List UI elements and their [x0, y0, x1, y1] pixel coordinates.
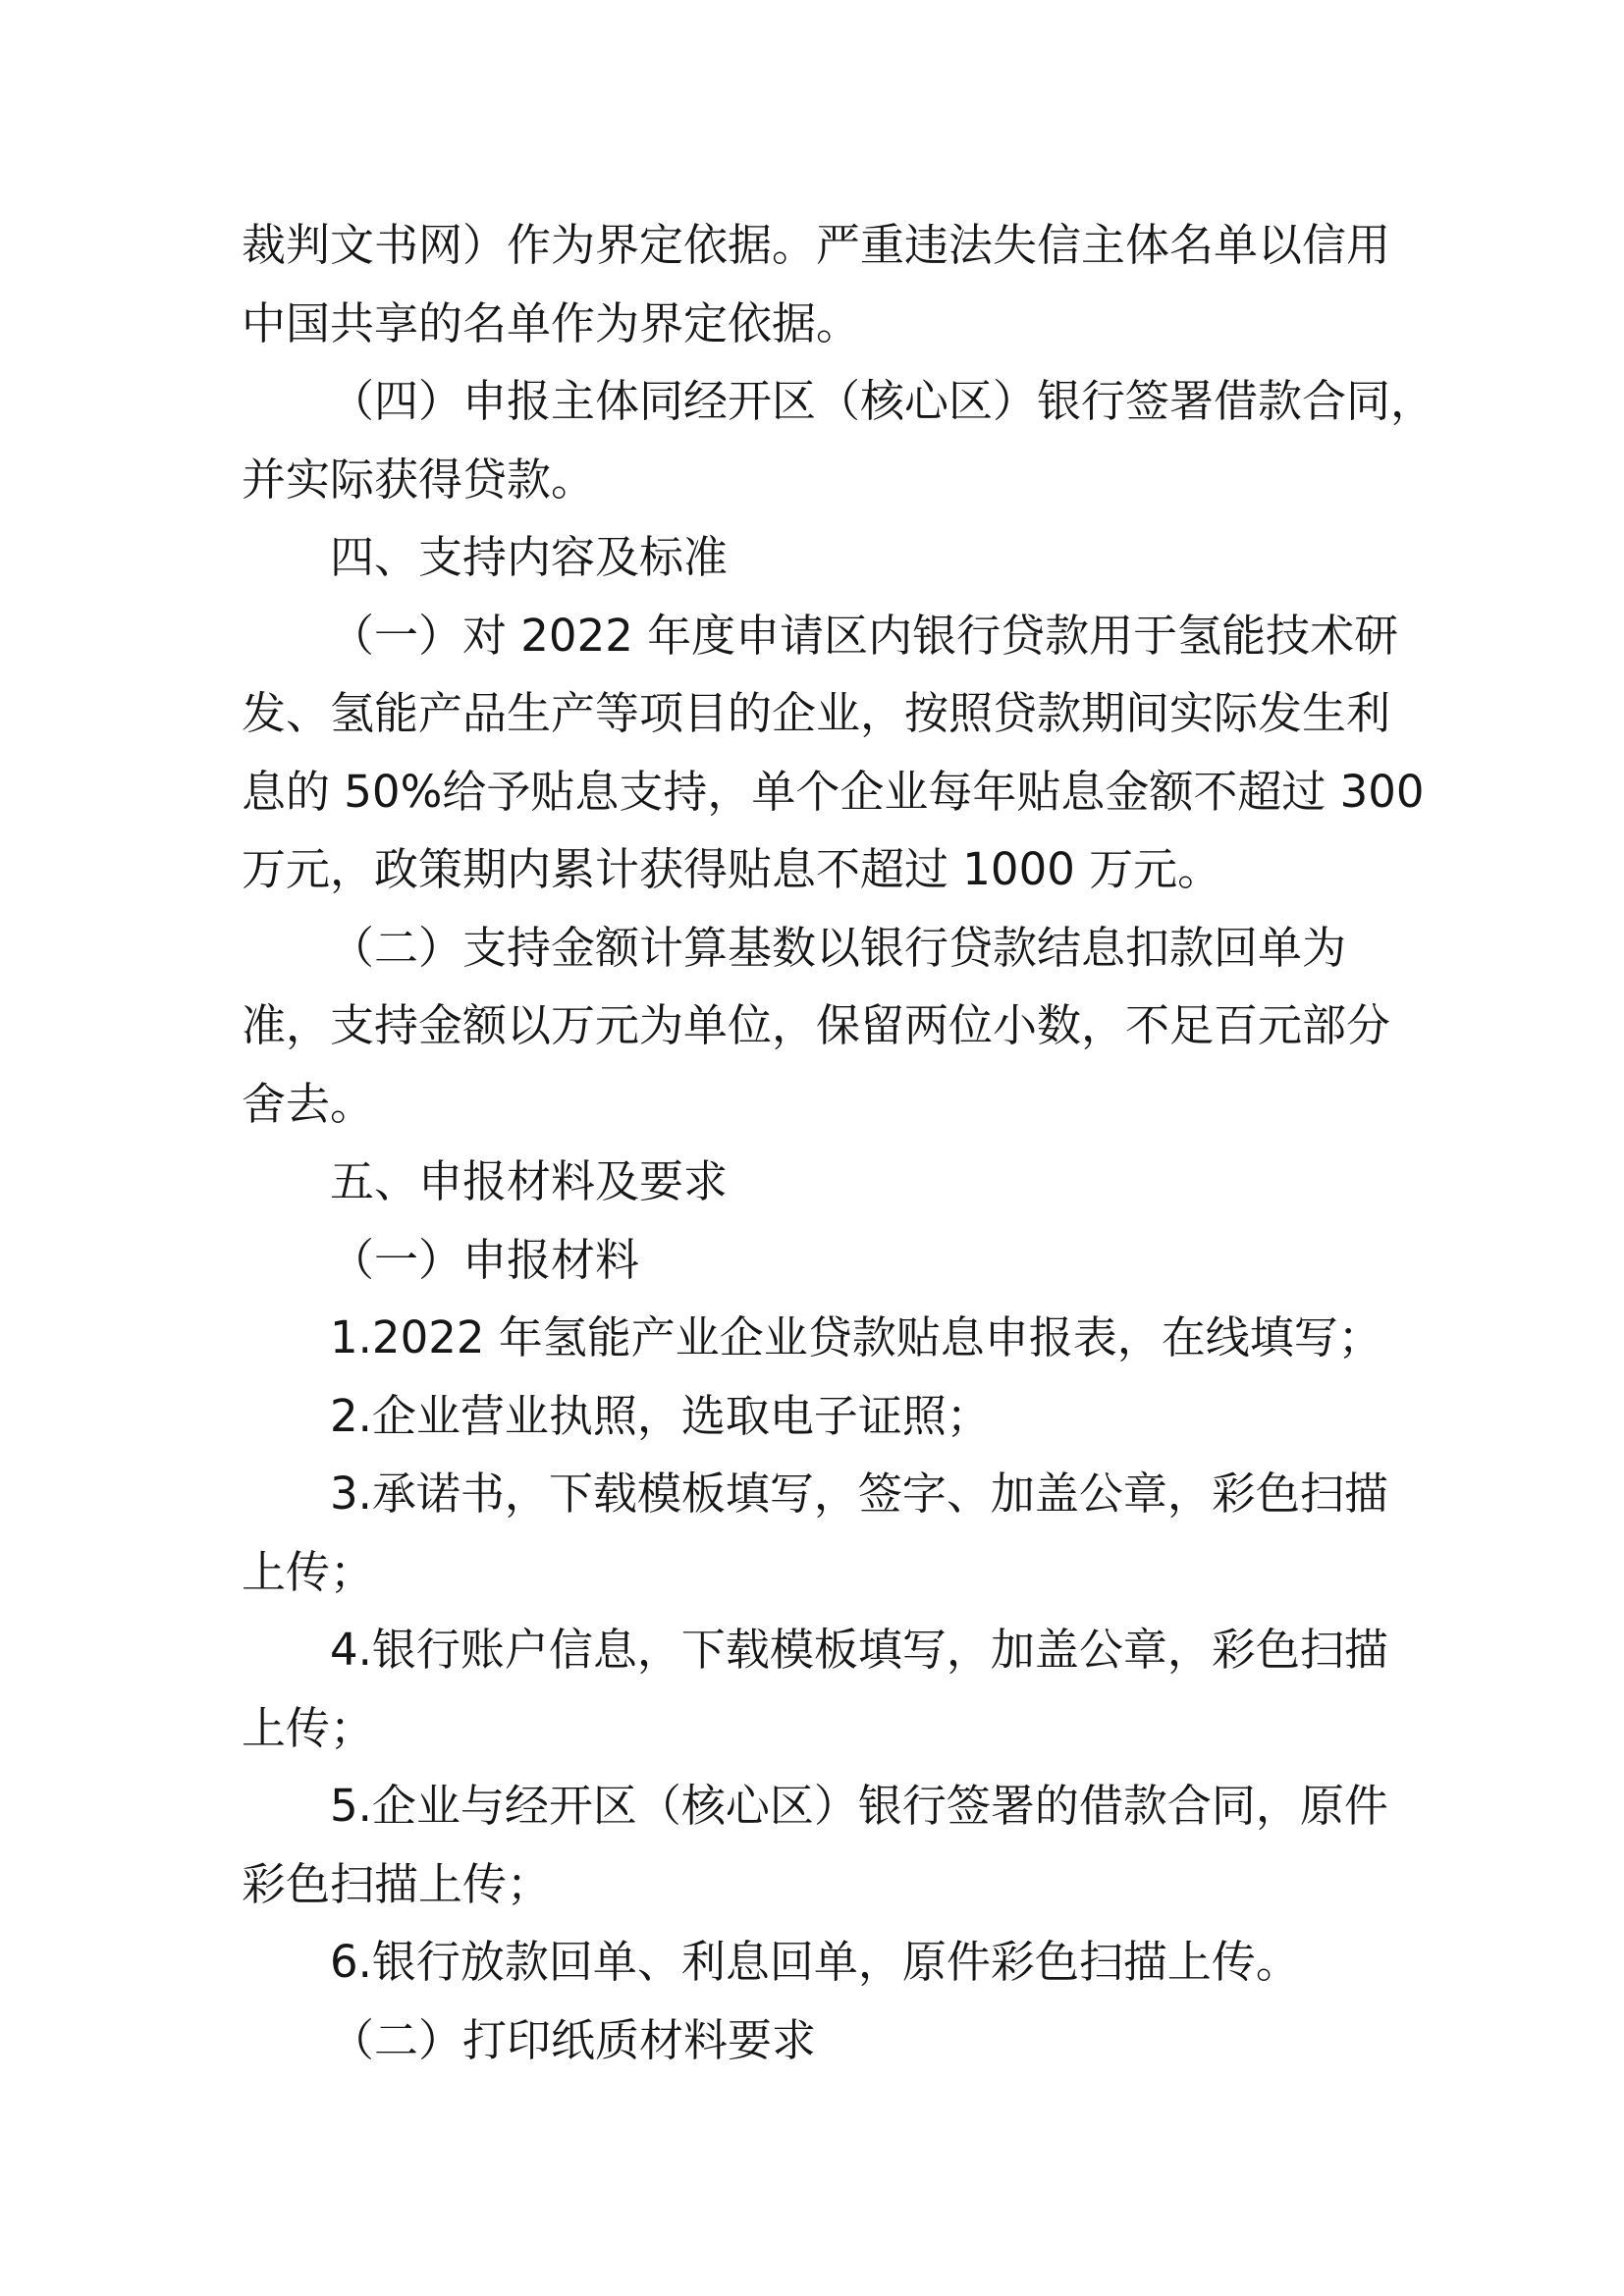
text-line: 息的 50%给予贴息支持，单个企业每年贴息金额不超过 300	[242, 765, 1425, 818]
text-line: 6.银行放款回单、利息回单，原件彩色扫描上传。	[330, 1936, 1300, 1988]
section-heading	[242, 518, 1390, 597]
paragraph	[242, 1299, 1390, 1377]
paragraph	[242, 1611, 1390, 1767]
text-line: 上传；	[242, 1545, 375, 1598]
text-line: 裁判文书网）作为界定依据。严重违法失信主体名单以信用	[242, 219, 1391, 271]
text-line: 3.承诺书，下载模板填写，签字、加盖公章，彩色扫描	[330, 1468, 1388, 1520]
paragraph	[242, 206, 1390, 362]
text-line: 万元，政策期内累计获得贴息不超过 1000 万元。	[242, 843, 1222, 895]
text-line: 四、支持内容及标准	[330, 531, 729, 583]
text-line: 1.2022 年氢能产业企业贷款贴息申报表，在线填写；	[330, 1311, 1382, 1363]
text-line: 舍去。	[242, 1077, 375, 1130]
text-line: 中国共享的名单作为界定依据。	[242, 296, 861, 349]
paragraph	[242, 1221, 1390, 1300]
text-line: 上传；	[242, 1701, 375, 1754]
paragraph	[242, 1455, 1390, 1611]
text-line: 4.银行账户信息，下载模板填写，加盖公章，彩色扫描	[330, 1624, 1388, 1676]
text-block	[242, 206, 1435, 2079]
text-line: 发、氢能产品生产等项目的企业，按照贷款期间实际发生利	[242, 687, 1391, 739]
text-line: （二）打印纸质材料要求	[330, 2013, 817, 2066]
text-line: 5.企业与经开区（核心区）银行签署的借款合同，原件	[330, 1780, 1388, 1832]
paragraph	[242, 362, 1435, 518]
text-line: 并实际获得贷款。	[242, 453, 596, 506]
text-line: 五、申报材料及要求	[330, 1155, 729, 1207]
paragraph	[242, 1923, 1390, 2002]
text-line: 彩色扫描上传；	[242, 1857, 552, 1910]
paragraph	[242, 1377, 1390, 1456]
text-line: （一）对 2022 年度申请区内银行贷款用于氢能技术研	[330, 609, 1399, 662]
section-heading	[242, 1143, 1390, 1221]
text-line: 2.企业营业执照，选取电子证照；	[330, 1389, 991, 1442]
text-line: （一）申报材料	[330, 1233, 640, 1286]
paragraph	[242, 909, 1390, 1144]
text-line: 准，支持金额以万元为单位，保留两位小数，不足百元部分	[242, 999, 1391, 1051]
paragraph	[242, 1767, 1390, 1923]
text-line: （四）申报主体同经开区（核心区）银行签署借款合同，	[330, 375, 1435, 427]
text-line: （二）支持金额计算基数以银行贷款结息扣款回单为	[330, 921, 1347, 974]
paragraph	[242, 2002, 1390, 2080]
paragraph	[242, 597, 1425, 909]
